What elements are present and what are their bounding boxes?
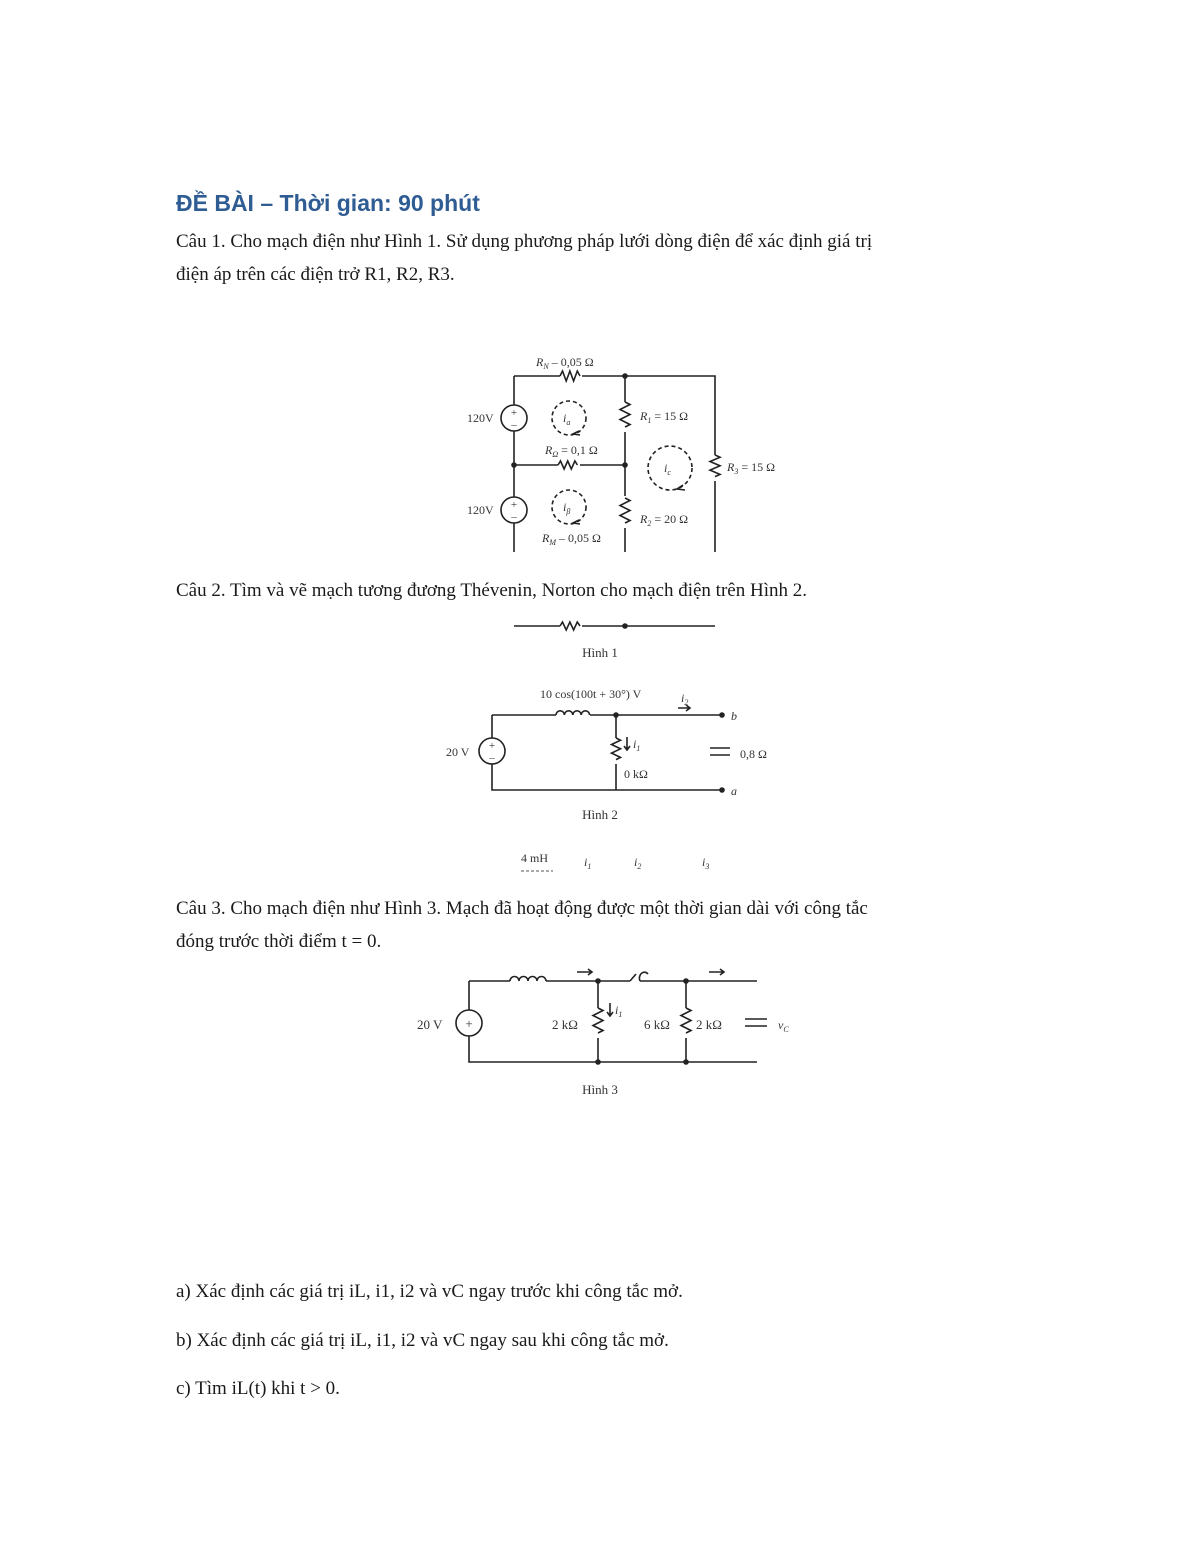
figure-3-caption: Hình 3	[582, 1082, 618, 1097]
figure-1-bottom-resistor	[560, 622, 580, 630]
svg-text:+: +	[510, 407, 518, 419]
figure-2-label-branch-current: $i_1$	[633, 737, 641, 753]
figure-2-circuit	[430, 615, 810, 875]
figure-2-label-source-left: 20 V	[446, 745, 470, 759]
figure-1-resistor-r3	[710, 455, 720, 477]
part-c: c) Tìm iL(t) khi t > 0.	[176, 1378, 340, 1399]
figure-2-label-current-top: $i_2$	[681, 691, 689, 707]
figure-3-label-source: 20 V	[417, 1017, 443, 1032]
figure-3-resistor-left	[593, 1008, 603, 1033]
figure-3-inductor	[510, 977, 546, 982]
figure-3-label-vc: $v_C$	[778, 1018, 789, 1034]
figure-1-label-rn: $R_N - 0,05$ Ω	[536, 355, 594, 371]
figure-1-resistor-r1	[620, 402, 630, 427]
figure-1-circuit	[440, 340, 820, 555]
figure-2-label-capacitor: 0,8 Ω	[740, 747, 767, 761]
page-title: ĐỀ BÀI – Thời gian: 90 phút	[176, 190, 480, 216]
question-2	[176, 574, 807, 607]
figure-1-label-r1: $R_1 = 15$ Ω	[640, 409, 689, 425]
figure-1-label-ib: $i_\beta$	[563, 500, 571, 516]
figure-3-circuit	[405, 965, 815, 1105]
figure-2-label-resistor: 0 kΩ	[624, 767, 648, 781]
question-3-line-1: Câu 3. Cho mạch điện như Hình 3. Mạch đã hoạt động được một thời gian dài với công tắc	[176, 898, 868, 919]
question-3	[176, 892, 868, 958]
svg-text:–: –	[511, 419, 517, 431]
figure-1-label-ia: $i_a$	[563, 411, 571, 427]
figure-2-terminal-a: a	[731, 784, 737, 798]
svg-text:–: –	[511, 511, 517, 523]
question-1	[176, 225, 872, 291]
figure-1-label-ra: $R_\Omega = 0,1$ Ω	[545, 443, 598, 459]
figure-1-resistor-ra	[558, 461, 577, 469]
question-1-line-2: điện áp trên các điện trở R1, R2, R3.	[176, 264, 455, 285]
figure-2-caption: Hình 2	[582, 807, 618, 822]
figure-3-resistor-mid	[681, 1008, 691, 1033]
figure-1-resistor-r2	[620, 498, 630, 523]
svg-text:+: +	[488, 740, 496, 752]
figure-2-label-i2: $i_2$	[634, 855, 642, 871]
svg-text:+: +	[465, 1016, 473, 1031]
figure-2-left-bottom-wire	[492, 715, 722, 790]
figure-2-label-i3: $i_3$	[702, 855, 710, 871]
part-a: a) Xác định các giá trị iL, i1, i2 và vC ngay trước khi công tắc mở.	[176, 1281, 683, 1302]
figure-3-label-r-left: 2 kΩ	[552, 1017, 578, 1032]
figure-2-terminal-b: b	[731, 709, 737, 723]
figure-1-resistor-rn	[560, 371, 580, 381]
figure-3-label-r-right: 2 kΩ	[696, 1017, 722, 1032]
figure-3-capacitor	[745, 1019, 767, 1026]
figure-1-label-rm: $R_M - 0,05$ Ω	[542, 531, 601, 547]
figure-2-label-i1: $i_1$	[584, 855, 592, 871]
svg-text:–: –	[489, 752, 495, 764]
figure-1-label-r2: $R_2 = 20$ Ω	[640, 512, 689, 528]
question-2-line-1: Câu 2. Tìm và vẽ mạch tương đương Thévenin, Norton cho mạch điện trên Hình 2.	[176, 580, 807, 601]
figure-3-label-i1: $i_1$	[615, 1003, 623, 1019]
figure-1-label-v2: 120V	[467, 503, 494, 517]
figure-2-inductor	[556, 711, 590, 715]
figure-1-label-v1: 120V	[467, 411, 494, 425]
figure-1-label-r3: $R_3 = 15$ Ω	[727, 460, 776, 476]
figure-2-resistor	[612, 738, 621, 760]
figure-1-label-ic: $i_c$	[664, 461, 671, 477]
part-b: b) Xác định các giá trị iL, i1, i2 và vC ngay sau khi công tắc mở.	[176, 1330, 669, 1351]
figure-1-caption: Hình 1	[582, 645, 618, 660]
figure-2-label-inductance: 4 mH	[521, 851, 548, 865]
figure-3-switch	[630, 972, 648, 981]
question-1-line-1: Câu 1. Cho mạch điện như Hình 1. Sử dụng phương pháp lưới dòng điện để xác định giá trị	[176, 231, 873, 252]
figure-2-capacitor	[710, 748, 730, 755]
figure-2-label-source-top: 10 cos(100t + 30°) V	[540, 687, 642, 701]
question-3-line-2: đóng trước thời điểm t = 0.	[176, 931, 382, 952]
figure-3-label-r-mid: 6 kΩ	[644, 1017, 670, 1032]
svg-text:+: +	[510, 499, 518, 511]
